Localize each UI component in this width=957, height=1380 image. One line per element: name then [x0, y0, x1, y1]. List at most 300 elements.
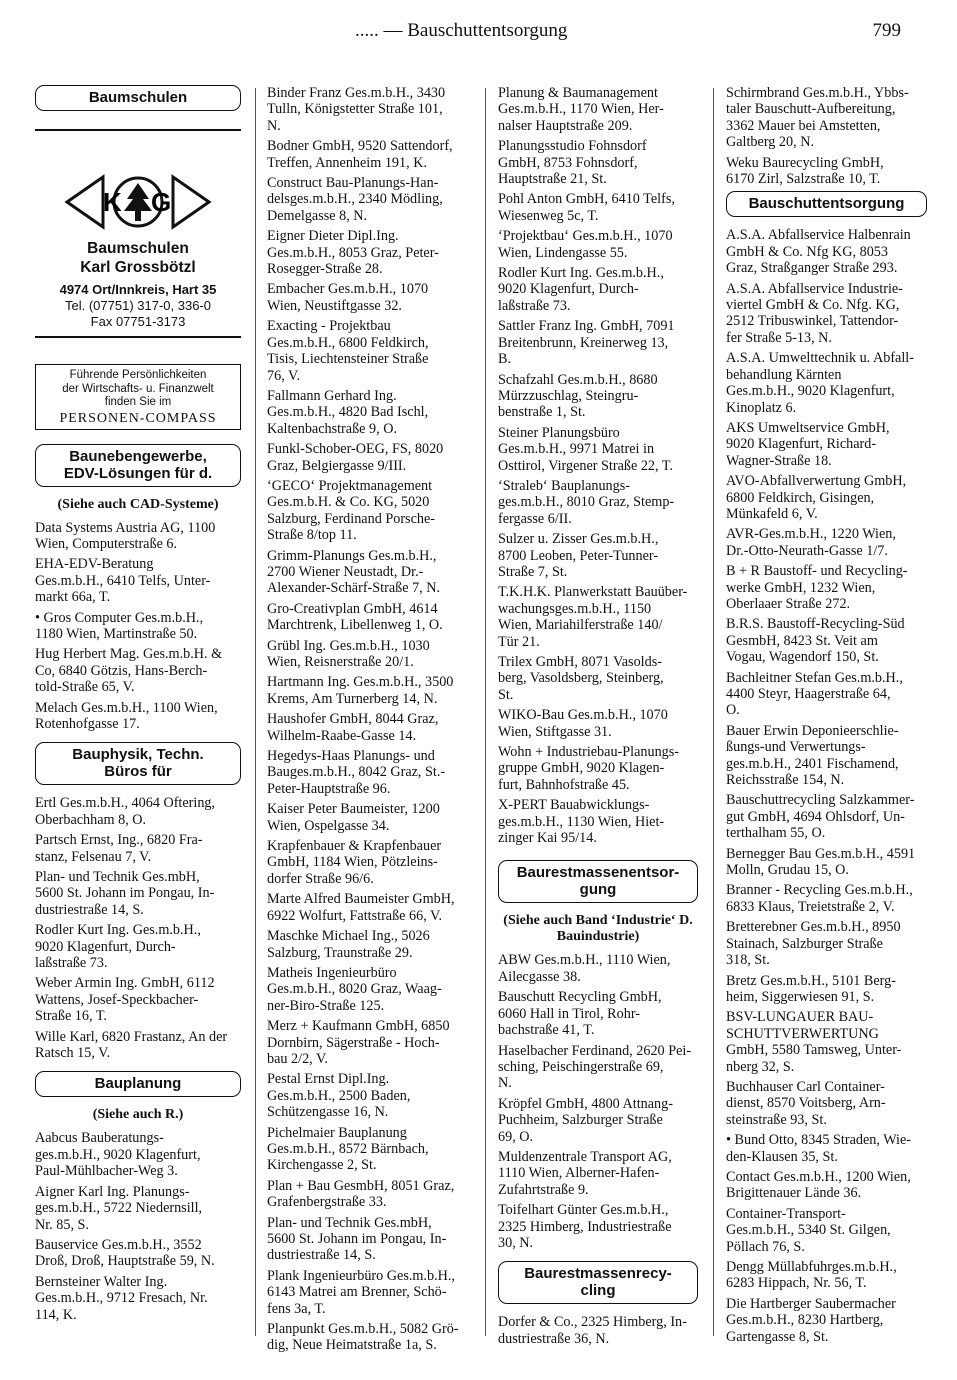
entry-line: 1180 Wien, Martinstraße 50. [35, 625, 198, 642]
entry-line: nalser Hauptstraße 209. [498, 117, 633, 134]
directory-entry [726, 1009, 927, 1075]
column-divider [485, 88, 486, 1336]
see-also-note [498, 913, 698, 945]
entry-line: Binder Franz Ges.m.b.H., 3430 [267, 85, 446, 101]
entry-line: Galtberg 20, N. [726, 134, 814, 151]
entry-line: 5600 St. Johann im Pongau, In- [35, 885, 215, 902]
directory-entry [498, 85, 698, 134]
entry-line: ABW Ges.m.b.H., 1110 Wien, [498, 952, 671, 969]
entry-line: Schützengasse 16, N. [267, 1104, 389, 1121]
directory-entry [498, 138, 698, 187]
directory-entry [498, 478, 698, 527]
entry-line: 2512 Tribuswinkel, Tattendor- [726, 313, 899, 330]
column-1 [35, 85, 241, 1327]
entry-line: delsges.m.b.H., 2340 Mödling, [267, 191, 443, 208]
entry-line: behandlung Kärnten [726, 366, 842, 383]
listing-list [498, 85, 698, 846]
promo-line: finden Sie im [104, 396, 172, 408]
entry-line: ges.m.b.H., 1130 Wien, Hiet- [498, 813, 665, 830]
entry-line: Wien, Stiftgasse 31. [498, 723, 612, 740]
entry-line: bau 2/2, V. [267, 1050, 328, 1067]
entry-line: T.K.H.K. Planwerkstatt Bauüber- [498, 584, 688, 601]
entry-line: Bretterebner Ges.m.b.H., 8950 [726, 919, 901, 936]
directory-entry [498, 372, 698, 421]
entry-line: fens 3a, T. [267, 1300, 326, 1317]
entry-line: gut GmbH, 4694 Ohlsdorf, Un- [726, 808, 905, 825]
directory-entry [726, 281, 927, 347]
entry-line: 9020 Klagenfurt, Durch- [35, 938, 176, 955]
entry-line: Osttirol, Virgener Straße 22, T. [498, 457, 674, 474]
entry-line: AKS Umweltservice GmbH, [726, 419, 890, 436]
directory-entry [267, 1215, 470, 1264]
entry-line: Muldenzentrale Transport AG, [498, 1148, 672, 1165]
entry-line: Breitenbrunn, Kreinerweg 13, [498, 334, 669, 351]
entry-line: Bauschuttrecycling Salzkammer- [726, 792, 915, 809]
entry-line: Marchtrenk, Libellenweg 1, O. [267, 617, 443, 634]
directory-entry [498, 584, 698, 650]
entry-line: AVR-Ges.m.b.H., 1220 Wien, [726, 526, 896, 543]
directory-entry [267, 838, 470, 887]
directory-entry [267, 441, 470, 474]
entry-line: Wien, Mariahilferstraße 140/ [498, 617, 663, 634]
directory-entry [498, 952, 698, 985]
entry-line: Alexander-Schärf-Straße 7, N. [267, 580, 441, 597]
entry-line: 9020 Klagenfurt, Richard- [726, 436, 877, 453]
entry-line: Rodler Kurt Ing. Ges.m.b.H., [35, 922, 201, 939]
entry-line: B.R.S. Baustoff-Recycling-Süd [726, 616, 905, 633]
directory-entry [726, 973, 927, 1006]
section-heading-baunebengewerbe [35, 444, 241, 487]
directory-entry [267, 674, 470, 707]
entry-line: St. [498, 686, 514, 703]
directory-entry [35, 1274, 241, 1323]
entry-line: ‘GECO‘ Projektmanagement [267, 477, 433, 494]
entry-line: dustriestraße 14, S. [267, 1247, 376, 1264]
logo-letter-g: G [151, 187, 172, 217]
directory-entry [267, 638, 470, 671]
see-also-line: (Siehe auch Band ‘Industrie‘ D. [503, 913, 693, 929]
entry-line: Ges.m.b.H., 8020 Graz, Waag- [267, 981, 442, 998]
entry-line: Rosegger-Straße 28. [267, 261, 383, 278]
entry-line: Wilhelm-Raabe-Gasse 14. [267, 727, 417, 744]
directory-entry [498, 228, 698, 261]
entry-line: 9020 Klagenfurt, Durch- [498, 281, 639, 298]
section-heading-bauplanung: Bauplanung [35, 1071, 241, 1097]
directory-entry [35, 795, 241, 828]
listing-list [35, 795, 241, 1061]
entry-line: Ges.m.b.H., 6800 Feldkirch, [267, 334, 429, 351]
entry-line: Gartengasse 8, St. [726, 1328, 829, 1345]
entry-line: Ratsch 15, V. [35, 1045, 111, 1062]
directory-entry [498, 989, 698, 1038]
entry-line: Wohn + Industriebau-Planungs- [498, 744, 680, 761]
entry-line: Branner - Recycling Ges.m.b.H., [726, 882, 913, 899]
entry-line: Ges.m.b.H., 1170 Wien, Her- [498, 101, 664, 118]
entry-line: Ges.m.b.H., 8572 Bärnbach, [267, 1140, 429, 1157]
promo-brand: PERSONEN-COMPASS [59, 410, 217, 426]
entry-line: Krapfenbauer & Krapfenbauer [267, 838, 442, 855]
kg-logo-icon [63, 173, 213, 231]
entry-line: Bodner GmbH, 9520 Sattendorf, [267, 138, 453, 155]
entry-line: viertel GmbH & Co. Nfg. KG, [726, 297, 900, 314]
directory-entry [498, 744, 698, 793]
entry-line: fer Straße 5-13, N. [726, 329, 832, 346]
entry-line: Kaltenbachstraße 9, O. [267, 420, 398, 437]
entry-line: Graz, Belgiergasse 9/III. [267, 457, 407, 474]
entry-line: Ges.m.b.H., 9020 Klagenfurt, [726, 383, 895, 400]
entry-line: 76, V. [267, 367, 300, 384]
entry-line: Bauservice Ges.m.b.H., 3552 [35, 1236, 202, 1253]
heading-line: Baunebengewerbe, [69, 447, 207, 465]
entry-line: Wiesenweg 5c, T. [498, 207, 599, 224]
entry-line: A.S.A. Abfallservice Industrie- [726, 280, 903, 297]
entry-line: 8700 Leoben, Peter-Tunner- [498, 547, 659, 564]
entry-line: Graz, Straßganger Straße 293. [726, 260, 898, 277]
entry-line: Bauer Erwin Deponieerschlie- [726, 722, 899, 739]
directory-entry [498, 1149, 698, 1198]
entry-line: Krems, Am Turnerberg 14, N. [267, 690, 438, 707]
entry-line: Marte Alfred Baumeister GmbH, [267, 891, 455, 908]
entry-line: Schafzahl Ges.m.b.H., 8680 [498, 371, 658, 388]
entry-line: Weku Baurecycling GmbH, [726, 154, 884, 171]
directory-entry [726, 85, 927, 151]
entry-line: N. [498, 1075, 512, 1092]
entry-line: Haselbacher Ferdinand, 2620 Pei- [498, 1042, 692, 1059]
section-heading-baurestmassenentsorgung [498, 860, 698, 903]
listing-list [726, 85, 927, 187]
page-number: 799 [872, 20, 901, 41]
entry-line: Bernsteiner Walter Ing. [35, 1273, 168, 1290]
entry-line: Wien, Computerstraße 6. [35, 535, 178, 552]
directory-entry [35, 556, 241, 605]
directory-entry [726, 1079, 927, 1128]
entry-line: Wien, Lindengasse 55. [498, 244, 628, 261]
directory-entry [726, 155, 927, 188]
entry-line: Dornbirn, Sägerstraße - Hoch- [267, 1034, 440, 1051]
entry-line: Wille Karl, 6820 Frastanz, An der [35, 1028, 228, 1045]
directory-entry [726, 1206, 927, 1255]
entry-line: Stainach, Salzburger Straße [726, 935, 883, 952]
column-4 [726, 85, 927, 1349]
entry-line: Wien, Neustiftgasse 32. [267, 297, 402, 314]
ad-divider [35, 129, 241, 131]
entry-line: Eigner Dieter Dipl.Ing. [267, 228, 399, 245]
entry-line: Wien, Reisnerstraße 20/1. [267, 654, 414, 670]
entry-line: Planpunkt Ges.m.b.H., 5082 Grö- [267, 1321, 459, 1338]
directory-entry [35, 1029, 241, 1062]
entry-line: Aabcus Bauberatungs- [35, 1130, 164, 1147]
entry-line: Salzburg, Ferdinand Porsche- [267, 510, 435, 527]
entry-line: Planung & Baumanagement [498, 85, 658, 101]
entry-line: ges.m.b.H., 5722 Niedernsill, [35, 1200, 203, 1217]
directory-entry [267, 801, 470, 834]
directory-entry [498, 1314, 698, 1347]
entry-line: Hartmann Ing. Ges.m.b.H., 3500 [267, 674, 454, 691]
entry-line: 6143 Matrei am Brenner, Schö- [267, 1284, 447, 1301]
entry-line: Ges.m.b.H., 9712 Fresach, Nr. [35, 1290, 208, 1307]
entry-line: Kinoplatz 6. [726, 399, 797, 416]
directory-entry [267, 1125, 470, 1174]
entry-line: terthalham 55, O. [726, 825, 826, 842]
promo-line: Führende Persönlichkeiten [69, 369, 207, 381]
entry-line: Grimm-Planungs Ges.m.b.H., [267, 547, 437, 564]
logo-letter-k: K [103, 187, 122, 217]
ad-name-line1: Baumschulen [87, 240, 189, 257]
entry-line: Reichsstraße 154, N. [726, 772, 845, 789]
entry-line: steinstraße 93, St. [726, 1111, 827, 1128]
entry-line: 5600 St. Johann im Pongau, In- [267, 1231, 447, 1247]
entry-line: Grafenbergstraße 33. [267, 1194, 387, 1211]
entry-line: Funkl-Schober-OEG, FS, 8020 [267, 441, 444, 458]
entry-line: Wattens, Josef-Speckbacher- [35, 991, 199, 1008]
directory-entry [498, 191, 698, 224]
ad-fax: Fax 07751-3173 [90, 314, 186, 329]
directory-entry [267, 1268, 470, 1317]
entry-line: Hug Herbert Mag. Ges.m.b.H. & [35, 646, 223, 663]
entry-line: Zufahrtstraße 9. [498, 1181, 589, 1198]
entry-line: Wien, Ospelgasse 34. [267, 817, 390, 834]
see-also-note: (Siehe auch R.) [92, 1107, 184, 1123]
entry-line: Rotenhofgasse 17. [35, 715, 140, 732]
directory-entry [267, 318, 470, 384]
directory-entry [35, 1237, 241, 1270]
heading-line: Baurestmassenentsor- [516, 864, 680, 882]
entry-line: Pohl Anton GmbH, 6410 Telfs, [498, 191, 675, 208]
entry-line: Data Systems Austria AG, 1100 [35, 519, 216, 536]
entry-line: Hegedys-Haas Planungs- und [267, 748, 435, 765]
directory-entry [498, 265, 698, 314]
entry-line: 2700 Wiener Neustadt, Dr.- [267, 563, 424, 580]
entry-line: Hauptstraße 21, St. [498, 171, 607, 188]
entry-line: Rodler Kurt Ing. Ges.m.b.H., [498, 265, 664, 282]
directory-entry [726, 616, 927, 665]
heading-line: EDV-Lösungen für d. [63, 464, 213, 482]
directory-entry [726, 882, 927, 915]
listing-list [726, 227, 927, 1345]
entry-line: Kirchengasse 2, St. [267, 1157, 377, 1174]
directory-entry [267, 175, 470, 224]
section-heading-baumschulen: Baumschulen [35, 85, 241, 111]
directory-entry [726, 350, 927, 416]
entry-line: ‘Projektbau‘ Ges.m.b.H., 1070 [498, 228, 673, 245]
entry-line: Ges.m.b.H., 9971 Matrei in [498, 441, 655, 458]
entry-line: BSV-LUNGAUER BAU- [726, 1009, 874, 1026]
entry-line: Bernegger Bau Ges.m.b.H., 4591 [726, 845, 916, 862]
directory-entry [267, 478, 470, 544]
entry-line: WIKO-Bau Ges.m.b.H., 1070 [498, 707, 668, 724]
ad-address: 4974 Ort/Innkreis, Hart 35 [59, 282, 217, 297]
entry-line: Kaiser Peter Baumeister, 1200 [267, 801, 440, 818]
entry-line: Trilex GmbH, 8071 Vasolds- [498, 654, 662, 670]
entry-line: 4400 Steyr, Haagerstraße 64, [726, 686, 891, 702]
entry-line: 6060 Hall in Tirol, Rohr- [498, 1005, 640, 1022]
column-2 [267, 85, 470, 1358]
entry-line: SCHUTTVERWERTUNG [726, 1025, 879, 1042]
heading-line: Baurestmassenrecy- [524, 1265, 672, 1283]
directory-entry [726, 919, 927, 968]
directory-entry [267, 1018, 470, 1067]
entry-line: zinger Kai 95/14. [498, 830, 597, 847]
entry-line: 6800 Feldkirch, Gisingen, [726, 489, 875, 506]
entry-line: Buchhauser Carl Container- [726, 1078, 885, 1095]
directory-entry [267, 85, 470, 134]
directory-entry [267, 548, 470, 597]
column-divider [255, 88, 256, 1336]
column-divider [713, 88, 714, 1336]
entry-line: Toifelhart Günter Ges.m.b.H., [498, 1202, 669, 1219]
entry-line: Ertl Ges.m.b.H., 4064 Oftering, [35, 795, 216, 812]
entry-line: ges.m.b.H., 8010 Graz, Stemp- [498, 494, 675, 511]
directory-entry [35, 700, 241, 733]
directory-entry [726, 792, 927, 841]
column-3 [498, 85, 698, 1351]
entry-line: O. [726, 702, 740, 719]
directory-entry [498, 1043, 698, 1092]
entry-line: Brigittenauer Lände 36. [726, 1185, 862, 1202]
entry-line: Planungsstudio Fohnsdorf [498, 138, 647, 155]
directory-entry [726, 670, 927, 719]
entry-line: Melach Ges.m.b.H., 1100 Wien, [35, 699, 218, 716]
entry-line: Ges.m.b.H., 8230 Hartberg, [726, 1312, 884, 1329]
directory-entry [726, 1169, 927, 1202]
entry-line: Plan- und Technik Ges.mbH, [267, 1214, 432, 1231]
entry-line: ges.m.b.H., 9020 Klagenfurt, [35, 1146, 201, 1163]
entry-line: heim, Siggerwiesen 91, S. [726, 988, 875, 1005]
page-header [0, 20, 957, 48]
entry-line: Plan- und Technik Ges.mbH, [35, 869, 200, 885]
entry-line: Contact Ges.m.b.H., 1200 Wien, [726, 1168, 911, 1185]
directory-entry [726, 1132, 927, 1165]
entry-line: laßstraße 73. [498, 297, 571, 314]
entry-line: Embacher Ges.m.b.H., 1070 [267, 281, 429, 298]
entry-line: ‘Straleb‘ Bauplanungs- [498, 477, 630, 494]
entry-line: nberg 32, S. [726, 1058, 795, 1075]
advertisement-grossboetzl [35, 129, 241, 338]
directory-entry [267, 138, 470, 171]
entry-line: told-Straße 65, V. [35, 679, 135, 696]
entry-line: sching, Peischingerstraße 69, [498, 1058, 664, 1075]
entry-line: Bretz Ges.m.b.H., 5101 Berg- [726, 972, 896, 989]
entry-line: B. [498, 351, 512, 368]
entry-line: Exacting - Projektbau [267, 318, 391, 335]
entry-line: Grübl Ing. Ges.m.b.H., 1030 [267, 637, 430, 654]
directory-entry [267, 748, 470, 797]
entry-line: Plan + Bau GesmbH, 8051 Graz, [267, 1177, 455, 1194]
entry-line: 69, O. [498, 1128, 534, 1145]
directory-entry [498, 425, 698, 474]
directory-entry [726, 1296, 927, 1345]
directory-entry [267, 388, 470, 437]
entry-line: Droß, Droß, Hauptstraße 59, N. [35, 1253, 215, 1270]
entry-line: Construct Bau-Planungs-Han- [267, 175, 439, 192]
listing-list [267, 85, 470, 1354]
entry-line: dustriestraße 36, N. [498, 1330, 610, 1347]
entry-line: ner-Biro-Straße 125. [267, 997, 385, 1014]
listing-list [498, 952, 698, 1251]
entry-line: Sulzer u. Zisser Ges.m.b.H., [498, 531, 659, 548]
directory-entry [726, 846, 927, 879]
heading-line: gung [579, 881, 617, 899]
entry-line: Straße 7, St. [498, 563, 568, 580]
entry-line: Pestal Ernst Dipl.Ing. [267, 1071, 390, 1088]
directory-entry [267, 891, 470, 924]
entry-line: Bauges.m.b.H., 8042 Graz, St.- [267, 764, 446, 781]
directory-entry [267, 928, 470, 961]
entry-line: ges.m.b.H., 2401 Fischamend, [726, 755, 899, 772]
entry-line: Ges.m.b.H., 8053 Graz, Peter- [267, 244, 439, 261]
entry-line: Matheis Ingenieurbüro [267, 964, 397, 981]
entry-line: A.S.A. Abfallservice Halbenrain [726, 227, 911, 244]
directory-entry [498, 531, 698, 580]
entry-line: Ges.m.b.H. & Co. KG, 5020 [267, 494, 430, 511]
entry-line: Ges.m.b.H., 6410 Telfs, Unter- [35, 572, 211, 589]
directory-entry [35, 520, 241, 553]
directory-entry [267, 601, 470, 634]
entry-line: taler Bauschutt-Aufbereitung, [726, 101, 896, 118]
entry-line: 2325 Himberg, Industriestraße [498, 1218, 672, 1235]
entry-line: 1110 Wien, Alberner-Hafen- [498, 1165, 660, 1182]
directory-entry [35, 1130, 241, 1179]
entry-line: Treffen, Annenheim 191, K. [267, 154, 427, 171]
ad-name-line2: Karl Grossbötzl [80, 259, 196, 276]
entry-line: 6833 Klaus, Treietstraße 2, V. [726, 898, 895, 915]
entry-line: Salzburg, Traunstraße 29. [267, 944, 413, 961]
directory-entry [35, 1184, 241, 1233]
directory-entry [726, 1259, 927, 1292]
ad-divider [35, 336, 241, 338]
section-heading-baurestmassenrecycling [498, 1261, 698, 1304]
entry-line: stanz, Felsenau 7, V. [35, 848, 152, 865]
directory-entry [498, 1096, 698, 1145]
entry-line: berg, Vasoldsberg, Steinberg, [498, 670, 664, 687]
entry-line: A.S.A. Umwelttechnik u. Abfall- [726, 350, 914, 367]
entry-line: Nr. 85, S. [35, 1216, 89, 1233]
entry-line: Merz + Kaufmann GmbH, 6850 [267, 1018, 450, 1035]
entry-line: Puchheim, Salzburger Straße [498, 1112, 663, 1129]
heading-line: Bauphysik, Techn. [72, 746, 204, 764]
directory-entry [267, 1321, 470, 1354]
directory-entry [267, 228, 470, 277]
entry-line: Ges.m.b.H., 2500 Baden, [267, 1087, 411, 1104]
entry-line: Weber Armin Ing. GmbH, 6112 [35, 975, 215, 992]
entry-line: 114, K. [35, 1306, 77, 1323]
entry-line: dig, Neue Heimatstraße 1a, S. [267, 1337, 437, 1354]
entry-line: Oberlaaer Straße 272. [726, 595, 851, 612]
promo-box-personen-compass [35, 364, 241, 430]
entry-line: Sattler Franz Ing. GmbH, 7091 [498, 318, 675, 335]
listing-list [35, 1130, 241, 1322]
entry-line: Haushofer GmbH, 8044 Graz, [267, 711, 439, 728]
entry-line: Steiner Planungsbüro [498, 424, 620, 441]
entry-line: 6170 Zirl, Salzstraße 10, T. [726, 171, 881, 188]
listing-list [498, 1314, 698, 1347]
entry-line: 3362 Mauer bei Amstetten, [726, 117, 881, 134]
entry-line: Molln, Grudau 15, O. [726, 862, 849, 879]
section-heading-bauschuttentsorgung: Bauschuttentsorgung [726, 191, 927, 217]
entry-line: GmbH, 1184 Wien, Pötzleins- [267, 854, 438, 871]
entry-line: Straße 16, T. [35, 1008, 107, 1025]
entry-line: 30, N. [498, 1234, 534, 1251]
entry-line: Bachleitner Stefan Ges.m.b.H., [726, 669, 903, 686]
directory-entry [726, 526, 927, 559]
entry-line: X-PERT Bauabwicklungs- [498, 797, 650, 814]
entry-line: Co, 6840 Götzis, Hans-Berch- [35, 662, 208, 679]
entry-line: N. [267, 117, 281, 134]
directory-entry [267, 1071, 470, 1120]
entry-line: gruppe GmbH, 9020 Klagen- [498, 760, 665, 777]
entry-line: • Gros Computer Ges.m.b.H., [35, 609, 204, 626]
entry-line: werke GmbH, 1232 Wien, [726, 579, 876, 596]
